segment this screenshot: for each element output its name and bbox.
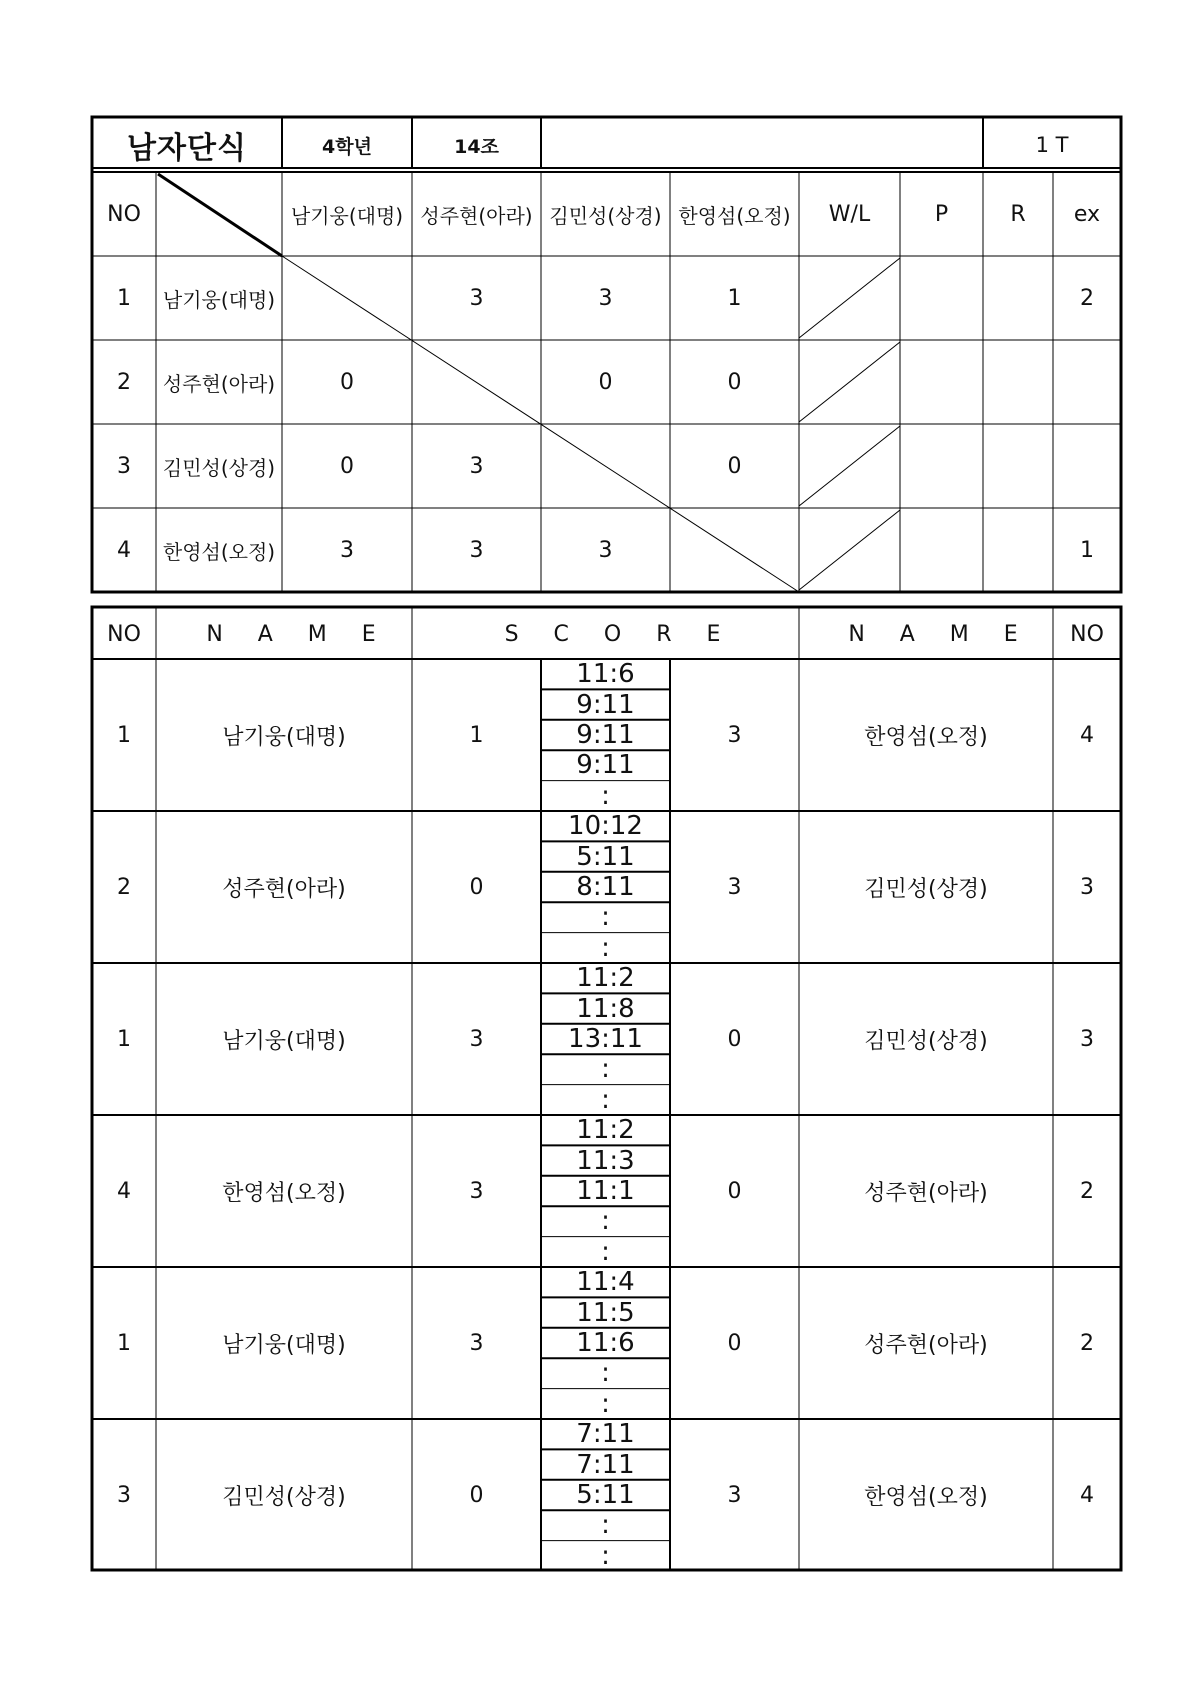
league-score: 3 [598,537,613,563]
match-sets-left: 3 [469,1330,484,1356]
league-col-player-2: 성주현(아라) [420,203,533,228]
match-name-left: 성주현(아라) [222,876,346,902]
game-score: 10:12 [568,811,643,842]
league-col-ex: ex [1073,201,1101,227]
league-score: 3 [469,453,484,479]
game-score: 9:11 [576,750,635,781]
game-score: 11:6 [576,1327,635,1358]
match-sets-left: 0 [469,874,484,900]
match-name-right: 한영섬(오정) [864,724,988,750]
match-sets-right: 0 [727,1026,742,1052]
game-score: : [601,1206,610,1237]
game-score: 9:11 [576,689,635,720]
game-score: : [601,1236,610,1267]
match-no-left: 1 [117,1026,131,1052]
league-row-no: 1 [117,285,131,311]
table-number: 1 T [1035,133,1069,157]
game-score: 11:2 [576,1115,635,1146]
game-score: 13:11 [568,1023,643,1054]
league-score: 0 [340,369,354,395]
game-score: 8:11 [576,871,635,902]
match-name-left: 남기웅(대명) [222,1332,346,1358]
game-score: 11:6 [576,659,635,690]
match-name-header-left: N A M E [206,621,390,647]
match-sets-right: 0 [727,1178,742,1204]
league-row-no: 4 [117,537,131,563]
game-score: 11:8 [576,993,635,1024]
match-table-border [92,607,1121,1570]
league-score: 1 [727,285,742,311]
game-score: : [601,1510,610,1541]
match-no-right: 3 [1080,1026,1094,1052]
league-score: 0 [598,369,613,395]
game-score: 11:2 [576,963,635,994]
game-score: 9:11 [576,719,635,750]
match-no-right: 4 [1080,1482,1094,1508]
league-score: 0 [727,369,742,395]
match-sets-right: 3 [727,1482,742,1508]
game-score: 7:11 [576,1419,635,1450]
match-name-right: 한영섬(오정) [864,1484,988,1510]
match-name-right: 김민성(상경) [864,1028,988,1054]
game-score: : [601,932,610,963]
match-no-left: 1 [117,722,131,748]
group-label: 14조 [454,135,499,158]
match-sets-right: 3 [727,722,742,748]
league-score: 0 [340,453,354,479]
league-row-name: 성주현(아라) [162,371,276,396]
match-no-left: 4 [117,1178,131,1204]
game-score: 11:3 [576,1145,635,1176]
match-no-left: 2 [117,874,131,900]
game-score: : [601,1084,610,1115]
game-score: 11:4 [576,1267,635,1298]
match-name-right: 성주현(아라) [864,1180,988,1206]
league-col-player-3: 김민성(상경) [549,203,662,228]
game-score: : [601,1388,610,1419]
game-score: 5:11 [576,1479,635,1510]
league-score: 3 [598,285,613,311]
match-no-left: 1 [117,1330,131,1356]
game-score: : [601,1358,610,1389]
game-score: 11:1 [576,1175,635,1206]
league-row-no: 2 [117,369,131,395]
match-name-left: 한영섬(오정) [222,1180,346,1206]
league-row-no: 3 [117,453,131,479]
league-col-p: P [934,201,949,227]
event-title: 남자단식 [127,131,247,166]
league-score: 3 [469,537,484,563]
match-name-left: 남기웅(대명) [222,1028,346,1054]
match-sets-right: 0 [727,1330,742,1356]
match-no-header-right: NO [1070,621,1104,647]
league-col-wl: W/L [828,201,871,227]
match-sets-right: 3 [727,874,742,900]
match-sets-left: 0 [469,1482,484,1508]
match-sets-left: 3 [469,1026,484,1052]
league-col-player-1: 남기웅(대명) [290,203,404,228]
league-no-header: NO [107,201,141,227]
match-sets-left: 1 [469,722,484,748]
league-col-player-4: 한영섬(오정) [678,203,791,228]
league-col-r: R [1010,201,1026,227]
grade-label: 4학년 [322,135,372,158]
match-no-right: 2 [1080,1178,1094,1204]
game-score: : [601,1054,610,1085]
game-score: 11:5 [576,1297,635,1328]
league-row-name: 김민성(상경) [162,455,276,480]
match-name-left: 김민성(상경) [222,1484,346,1510]
league-score: 3 [340,537,354,563]
game-score: : [601,1540,610,1571]
match-name-right: 김민성(상경) [864,876,988,902]
match-name-left: 남기웅(대명) [222,724,346,750]
league-ex: 1 [1080,537,1094,563]
game-score: 5:11 [576,841,635,872]
match-no-right: 4 [1080,722,1094,748]
game-score: : [601,780,610,811]
match-no-right: 3 [1080,874,1094,900]
league-row-name: 한영섬(오정) [162,539,276,564]
match-score-header: S C O R E [504,621,735,647]
match-name-right: 성주현(아라) [864,1332,988,1358]
match-name-header-right: N A M E [848,621,1032,647]
match-no-left: 3 [117,1482,131,1508]
league-table-border [92,117,1121,592]
game-score: : [601,902,610,933]
match-no-header-left: NO [107,621,141,647]
match-sets-left: 3 [469,1178,484,1204]
league-score: 3 [469,285,484,311]
match-no-right: 2 [1080,1330,1094,1356]
league-ex: 2 [1080,285,1094,311]
league-score: 0 [727,453,742,479]
league-row-name: 남기웅(대명) [162,287,276,312]
game-score: 7:11 [576,1449,635,1480]
